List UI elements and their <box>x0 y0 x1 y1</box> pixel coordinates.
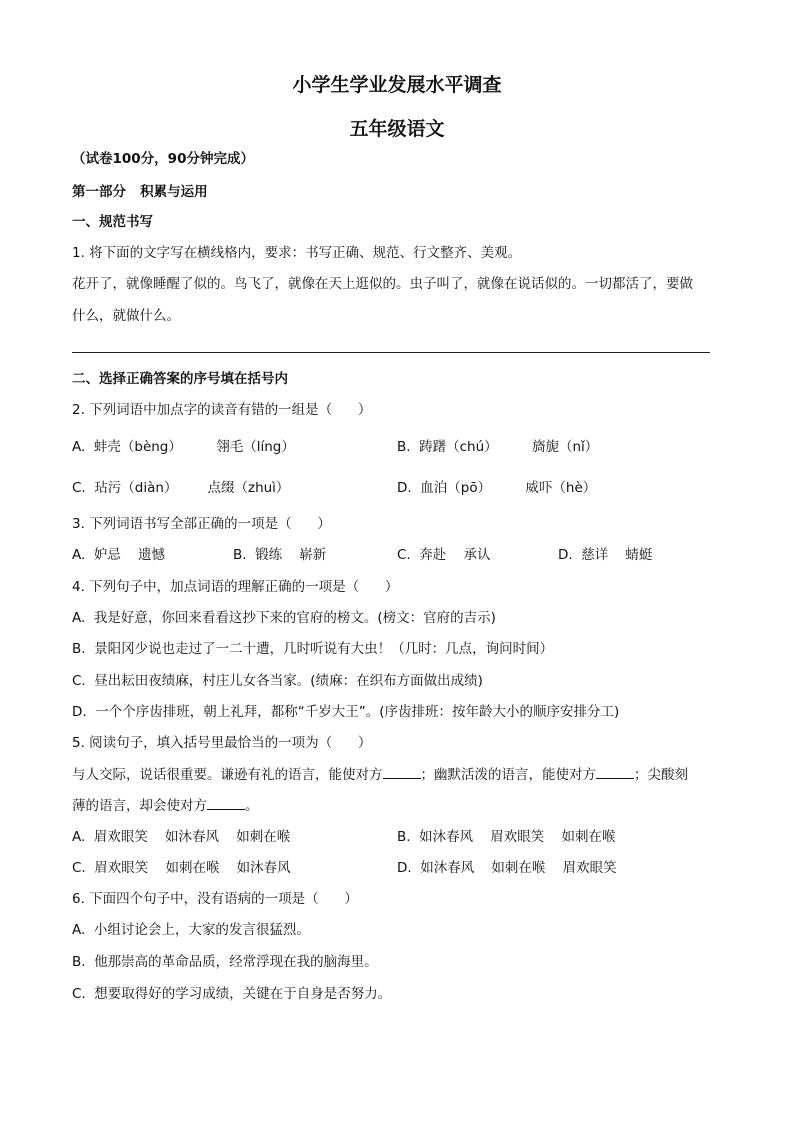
q5-stem: 5. 阅读句子，填入括号里最恰当的一项为（ ） <box>72 735 372 751</box>
answer-blank[interactable] <box>383 766 421 779</box>
q3-option-d[interactable]: D. 慈详 蜻蜓 <box>558 547 653 563</box>
q3-option-b[interactable]: B. 锻练 崭新 <box>233 547 327 563</box>
q1-stem: 1. 将下面的文字写在横线格内，要求：书写正确、规范、行文整齐、美观。 <box>72 245 522 261</box>
q4-stem: 4. 下列句子中，加点词语的理解正确的一项是（ ） <box>72 579 399 595</box>
q2-option-c[interactable]: C. 玷污（diàn） 点缀（zhuì） <box>72 480 290 496</box>
q4-option-d[interactable]: D. 一个个序齿排班，朝上礼拜，都称“千岁大王”。(序齿排班：按年龄大小的顺序安排分工) <box>72 704 620 720</box>
q6-option-c[interactable]: C. 想要取得好的学习成绩，关键在于自身是否努力。 <box>72 986 392 1002</box>
q5-text-part: 薄的语言，却会使对方 <box>72 798 207 814</box>
q6-option-a[interactable]: A. 小组讨论会上，大家的发言很猛烈。 <box>72 922 310 938</box>
q1-text-line1: 花开了，就像睡醒了似的。鸟飞了，就像在天上逛似的。虫子叫了，就像在说话似的。一切都活了，要做 <box>72 276 693 292</box>
q6-stem: 6. 下面四个句子中，没有语病的一项是（ ） <box>72 891 358 907</box>
q2-stem: 2. 下列词语中加点字的读音有错的一组是（ ） <box>72 402 372 418</box>
q2-option-b[interactable]: B. 踌躇（chú） 旖旎（nǐ） <box>397 439 599 455</box>
title-subject: 五年级语文 <box>349 118 445 140</box>
q5-text-part: 。 <box>245 798 259 814</box>
exam-note: （试卷100分，90分钟完成） <box>72 151 254 167</box>
q2-option-a[interactable]: A. 蚌壳（bèng） 翎毛（líng） <box>72 439 295 455</box>
section-2-heading: 二、选择正确答案的序号填在括号内 <box>72 371 288 387</box>
q4-option-a[interactable]: A. 我是好意，你回来看看这抄下来的官府的榜文。(榜文：官府的吉示) <box>72 610 496 626</box>
title-main: 小学生学业发展水平调查 <box>292 74 502 96</box>
q4-option-b[interactable]: B. 景阳冈少说也走过了一二十遭，几时听说有大虫！（几时：几点，询问时间） <box>72 641 554 657</box>
q2-option-d[interactable]: D. 血泊（pō） 威吓（hè） <box>397 480 597 496</box>
answer-blank[interactable] <box>596 766 634 779</box>
q5-text-part: ；尖酸刻 <box>634 767 688 783</box>
section-1-heading: 一、规范书写 <box>72 214 153 230</box>
q5-option-c[interactable]: C. 眉欢眼笑 如刺在喉 如沐春风 <box>72 860 291 876</box>
q5-text-line2 <box>72 797 259 815</box>
writing-line[interactable] <box>72 352 710 353</box>
q5-option-a[interactable]: A. 眉欢眼笑 如沐春风 如刺在喉 <box>72 829 291 845</box>
q5-text-line1 <box>72 766 688 784</box>
q5-option-b[interactable]: B. 如沐春风 眉欢眼笑 如刺在喉 <box>397 829 616 845</box>
part-heading: 第一部分 积累与运用 <box>72 184 208 200</box>
q3-option-c[interactable]: C. 奔赴 承认 <box>397 547 491 563</box>
q6-option-b[interactable]: B. 他那崇高的革命品质，经常浮现在我的脑海里。 <box>72 954 378 970</box>
q1-text-line2: 什么，就做什么。 <box>72 308 180 324</box>
q3-option-a[interactable]: A. 妒忌 遗憾 <box>72 547 166 563</box>
q4-option-c[interactable]: C. 昼出耘田夜绩麻，村庄儿女各当家。(绩麻：在织布方面做出成绩) <box>72 673 483 689</box>
answer-blank[interactable] <box>207 797 245 810</box>
q3-stem: 3. 下列词语书写全部正确的一项是（ ） <box>72 516 331 532</box>
q5-text-part: 与人交际，说话很重要。谦逊有礼的语言，能使对方 <box>72 767 383 783</box>
q5-text-part: ；幽默活泼的语言，能使对方 <box>420 767 596 783</box>
q5-option-d[interactable]: D. 如沐春风 如刺在喉 眉欢眼笑 <box>397 860 617 876</box>
